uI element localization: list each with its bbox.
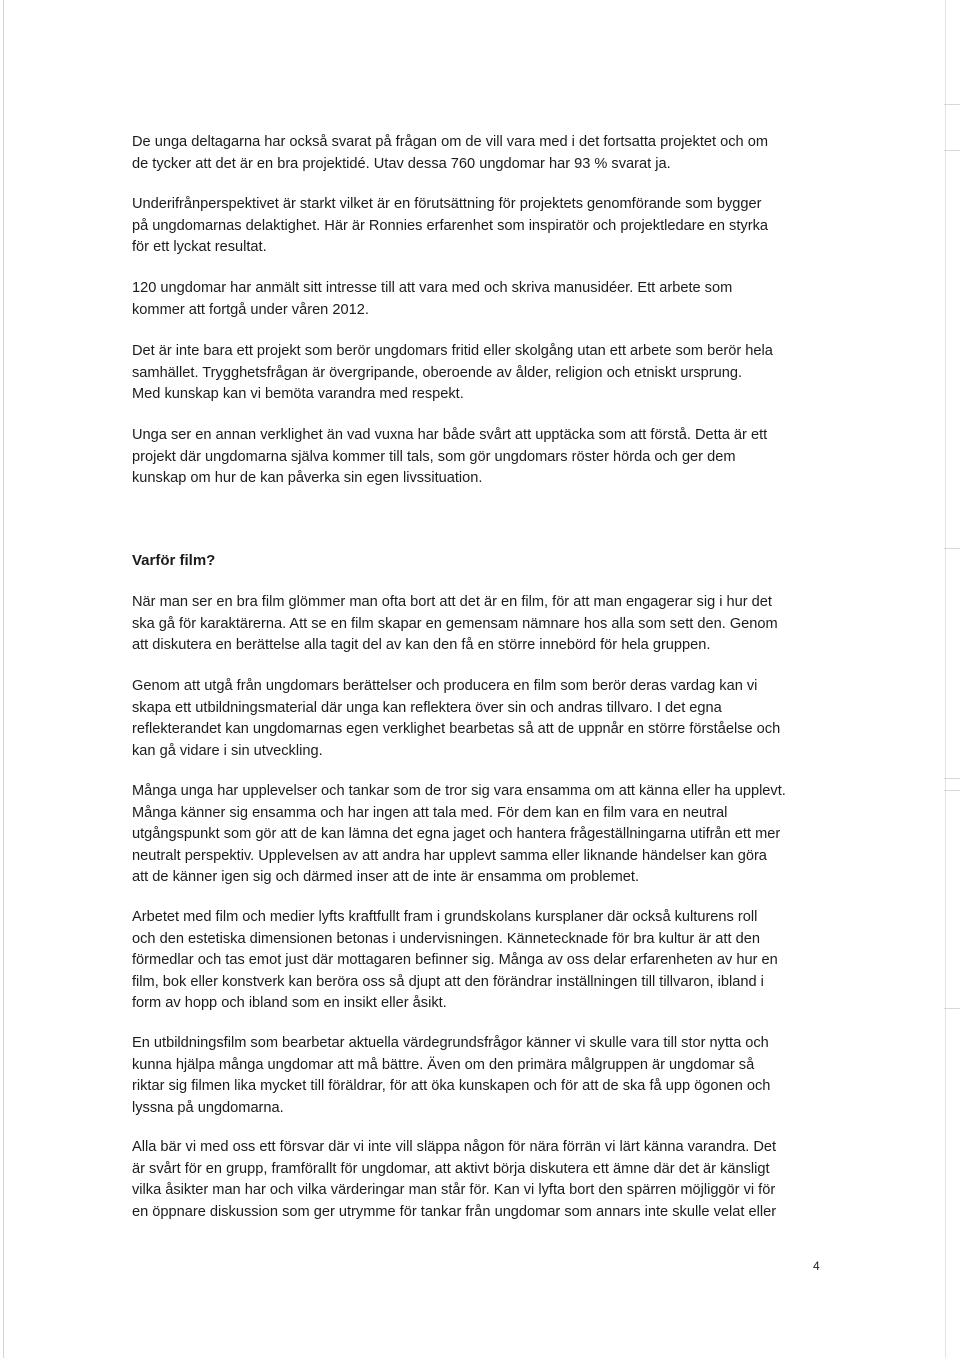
text-line: projekt där ungdomarna själva kommer till tals, som gör ungdomars röster hörda och ger dem <box>132 448 736 465</box>
text-line: Med kunskap kan vi bemöta varandra med respekt. <box>132 386 464 402</box>
scan-edge-left <box>3 0 4 1358</box>
scan-mark <box>944 150 960 151</box>
page-number: 4 <box>813 1259 820 1273</box>
text-line: kan gå vidare i sin utveckling. <box>132 742 323 759</box>
text-line: När man ser en bra film glömmer man ofta bort att det är en film, för att man engagerar sig i hur det <box>132 594 772 610</box>
text-line: förmedlar och tas emot just där mottagaren befinner sig. Många av oss delar erfarenheten av hur en <box>132 952 778 968</box>
paragraph-5 <box>132 425 832 490</box>
paragraph-9 <box>132 907 832 1015</box>
text-line: Genom att utgå från ungdomars berättelser och producera en film som berör deras vardag kan vi <box>132 678 758 694</box>
text-line: på ungdomarnas delaktighet. Här är Ronnies erfarenhet som inspiratör och projektledare en styrka <box>132 217 768 234</box>
text-line: Arbetet med film och medier lyfts kraftfullt fram i grundskolans kursplaner där också kulturens roll <box>132 909 758 925</box>
scan-mark <box>944 778 960 779</box>
scan-edge-right <box>945 0 946 1358</box>
paragraph-1 <box>132 132 832 175</box>
text-line: De unga deltagarna har också svarat på frågan om de vill vara med i det fortsatta projektet och om <box>132 134 768 150</box>
paragraph-4 <box>132 341 832 406</box>
text-line: Unga ser en annan verklighet än vad vuxna har både svårt att upptäcka som att förstå. Detta är ett <box>132 427 768 443</box>
paragraph-2 <box>132 194 832 259</box>
text-line: Många unga har upplevelser och tankar som de tror sig vara ensamma om att känna eller ha upplevt. <box>132 783 786 799</box>
text-line: att de känner igen sig och därmed inser att de inte är ensamma om problemet. <box>132 869 639 885</box>
paragraph-11 <box>132 1137 832 1223</box>
text-line: riktar sig filmen lika mycket till föräldrar, för att öka kunskapen och för att de ska få upp ögonen och <box>132 1078 771 1094</box>
text-line: lyssna på ungdomarna. <box>132 1099 284 1116</box>
text-line: för ett lyckat resultat. <box>132 239 267 255</box>
paragraph-7 <box>132 676 832 762</box>
text-line: vilka åsikter man har och vilka värderingar man står för. Kan vi lyfta bort den spärren möjliggör vi för <box>132 1182 776 1198</box>
text-line: form av hopp och ibland som en insikt eller åsikt. <box>132 995 447 1011</box>
paragraph-6 <box>132 592 832 657</box>
text-line: film, bok eller konstverk kan beröra oss så djupt att den förändrar inställningen till tillvaron, ibland i <box>132 973 764 990</box>
text-line: neutralt perspektiv. Upplevelsen av att andra har upplevt samma eller liknande händelser kan göra <box>132 847 767 864</box>
scan-mark <box>944 548 960 549</box>
text-line: reflekterandet kan ungdomarnas egen verklighet bearbetas så att de uppnår en större förståelse och <box>132 721 781 737</box>
text-line: kunskap om hur de kan påverka sin egen livssituation. <box>132 470 483 486</box>
text-line: En utbildningsfilm som bearbetar aktuella värdegrundsfrågor känner vi skulle vara till stor nytta och <box>132 1035 769 1051</box>
text-line: ska gå för karaktärerna. Att se en film skapar en gemensam nämnare hos alla som sett den. Genom <box>132 615 778 632</box>
text-line: en öppnare diskussion som ger utrymme för tankar från ungdomar som annars inte skulle velat eller <box>132 1203 777 1220</box>
text-line: kunna hjälpa många ungdomar att må bättre. Även om den primära målgruppen är ungdomar så <box>132 1056 755 1073</box>
text-line: de tycker att det är en bra projektidé. Utav dessa 760 ungdomar har 93 % svarat ja. <box>132 155 671 172</box>
text-line: 120 ungdomar har anmält sitt intresse till att vara med och skriva manusidéer. Ett arbete som <box>132 280 733 296</box>
text-line: Många känner sig ensamma och har ingen att tala med. För dem kan en film vara en neutral <box>132 804 728 821</box>
text-line: samhället. Trygghetsfrågan är övergripande, oberoende av ålder, religion och etniskt ursprung. <box>132 364 743 381</box>
text-line: är svårt för en grupp, framförallt för ungdomar, att aktivt börja diskutera ett ämne där det är känsligt <box>132 1160 770 1177</box>
text-line: kommer att fortgå under våren 2012. <box>132 301 369 318</box>
paragraph-8 <box>132 781 832 889</box>
paragraph-10 <box>132 1033 832 1119</box>
text-line: utgångspunkt som gör att de kan lämna det egna jaget och hantera frågeställningarna utifrån ett mer <box>132 826 781 842</box>
text-line: skapa ett utbildningsmaterial där unga kan reflektera över sin och andras tillvaro. I det egna <box>132 699 722 716</box>
section-heading: Varför film? <box>132 552 216 569</box>
scan-mark <box>944 790 960 791</box>
text-line: att diskutera en berättelse alla tagit del av kan den få en större innebörd för hela gruppen. <box>132 637 711 653</box>
text-line: och den estetiska dimensionen betonas i undervisningen. Kännetecknade för bra kultur är att den <box>132 930 760 947</box>
scan-mark <box>944 1008 960 1009</box>
text-line: Det är inte bara ett projekt som berör ungdomars fritid eller skolgång utan ett arbete som berör hela <box>132 343 773 359</box>
text-line: Underifrånperspektivet är starkt vilket är en förutsättning för projektets genomförande som bygger <box>132 196 762 212</box>
text-line: Alla bär vi med oss ett försvar där vi inte vill släppa någon för nära förrän vi lärt känna varandra. Det <box>132 1139 777 1155</box>
scan-mark <box>944 104 960 105</box>
paragraph-3 <box>132 278 832 321</box>
